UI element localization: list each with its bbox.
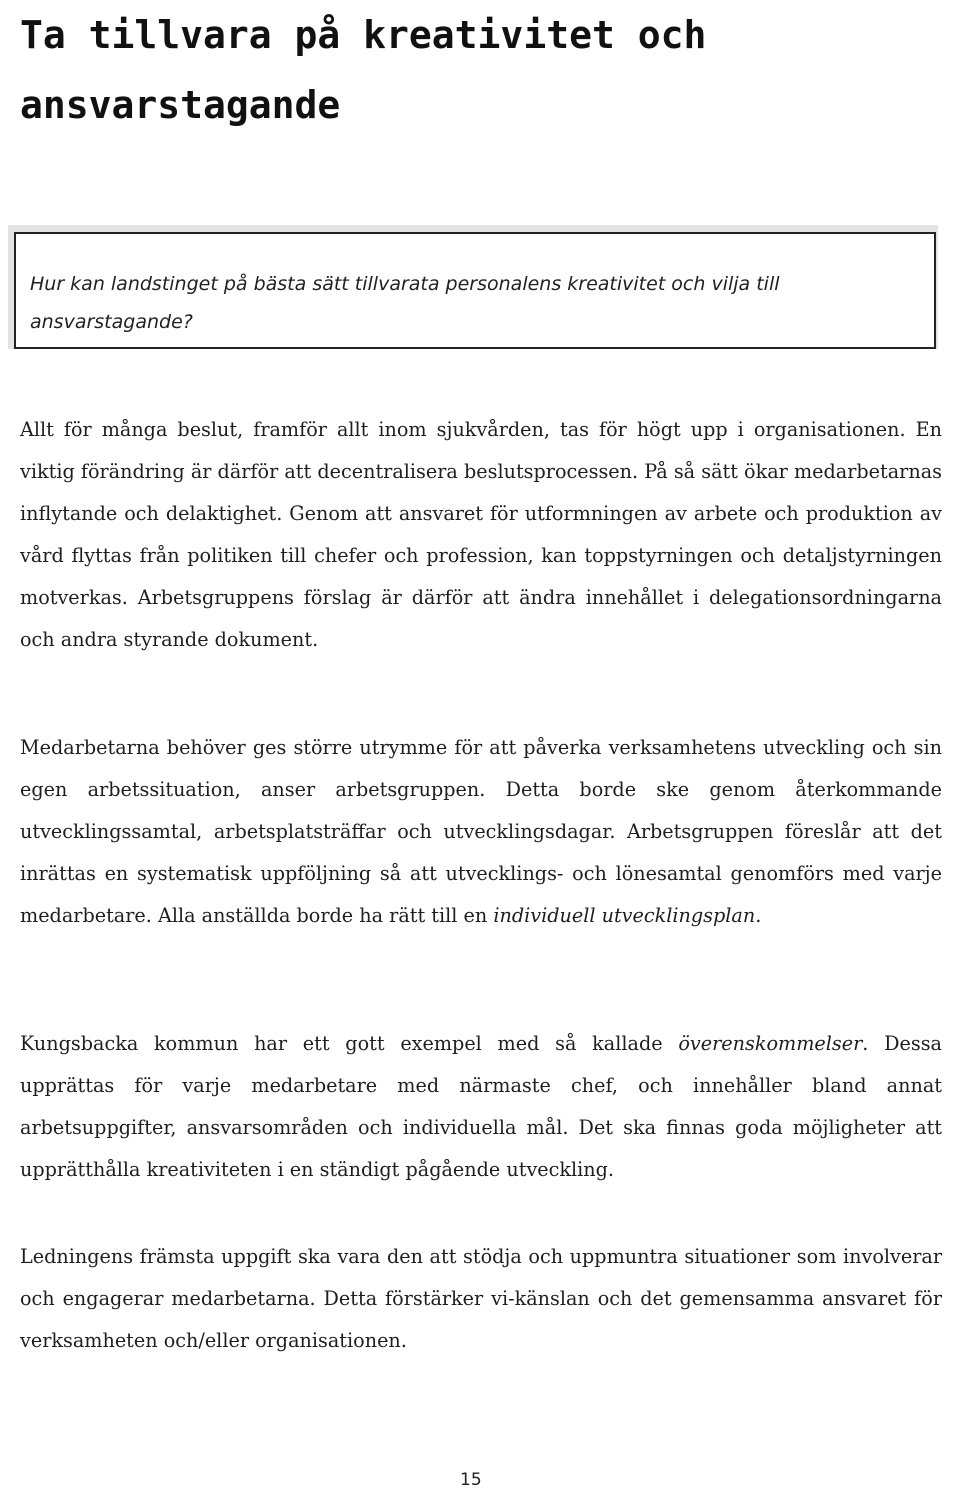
- question-text: Hur kan landstinget på bästa sätt tillvarata personalens kreativitet och vilja till ansvarstagande?: [30, 273, 780, 333]
- paragraph-kungsbacka-start: Kungsbacka kommun har ett gott exempel med så kallade: [20, 1032, 679, 1055]
- paragraph-development-text: Medarbetarna behöver ges större utrymme för att påverka verksamhetens utveckling och sin egen arbetssituation, anser arbetsgruppen. Detta borde ske genom återkommande utvecklingssamtal, arbetsplatsträffar och utvecklingsdagar. Arbetsgruppen föreslår att det inrättas en systematisk uppföljning så att utvecklings- och lönesamtal genomförs med varje medarbetare. Alla anställda borde ha rätt till en: [20, 736, 942, 927]
- page-title: Ta tillvara på kreativitet och ansvarstagande: [20, 13, 707, 127]
- paragraph-leadership: Ledningens främsta uppgift ska vara den att stödja och uppmuntra situationer som involverar och engagerar medarbetarna. Detta förstärker vi-känslan och det gemensamma ansvaret för verksamheten och/eller organisationen.: [20, 1245, 942, 1352]
- page-number: 15: [460, 1470, 482, 1490]
- paragraph-kungsbacka-text: . Dessa upprättas för varje medarbetare med närmaste chef, och innehåller bland annat arbetsuppgifter, ansvarsområden och individuella mål. Det ska finnas goda möjligheter att upprätthålla kreativiteten i en ständigt pågående utveckling.: [20, 1032, 942, 1181]
- paragraph-kungsbacka: [20, 1023, 942, 1191]
- paragraph-development: [20, 727, 942, 937]
- paragraph-development-end: .: [755, 904, 762, 927]
- emphasis-development-plan: individuell utvecklingsplan: [493, 904, 756, 927]
- paragraph-decentralization: Allt för många beslut, framför allt inom sjukvården, tas för högt upp i organisationen. En viktig förändring är därför att decentralisera beslutsprocessen. På så sätt ökar medarbetarnas inflytande och delaktighet. Genom att ansvaret för utformningen av arbete och produktion av vård flyttas från politiken till chefer och profession, kan toppstyrningen och detaljstyrningen motverkas. Arbetsgruppens förslag är därför att ändra innehållet i delegationsordningarna och andra styrande dokument.: [20, 418, 942, 651]
- emphasis-agreements: överenskommelser: [678, 1032, 863, 1055]
